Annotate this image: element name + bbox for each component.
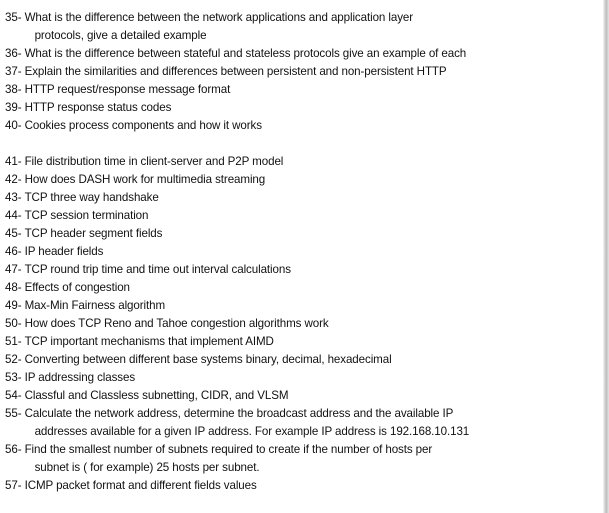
question-42: [5, 171, 595, 189]
question-45: [5, 225, 595, 243]
question-number: 44-: [5, 209, 25, 222]
question-text: TCP round trip time and time out interval calculations: [24, 263, 291, 276]
question-text: IP header fields: [24, 245, 104, 258]
question-37: [5, 63, 595, 81]
question-text: [25, 9, 595, 45]
question-number: 53-: [5, 371, 25, 384]
question-number: 51-: [5, 335, 25, 348]
question-number: 55-: [5, 407, 25, 420]
question-text: IP addressing classes: [24, 371, 136, 384]
question-text: File distribution time in client-server and P2P model: [24, 155, 284, 168]
question-text: TCP three way handshake: [24, 191, 159, 204]
question-text: HTTP response status codes: [24, 101, 172, 114]
question-text: Max-Min Fairness algorithm: [24, 299, 166, 312]
question-number: 39-: [5, 101, 25, 114]
question-number: 37-: [5, 65, 25, 78]
question-text: [25, 441, 595, 477]
question-43: [5, 189, 595, 207]
question-48: [5, 279, 595, 297]
question-number: 45-: [5, 227, 25, 240]
question-text-continuation: addresses available for a given IP address. For example IP address is 192.168.10.131: [34, 425, 470, 438]
question-number: 49-: [5, 299, 25, 312]
question-57: [5, 477, 595, 495]
question-text: Converting between different base systems binary, decimal, hexadecimal: [24, 353, 392, 366]
question-50: [5, 315, 595, 333]
question-36: [5, 45, 595, 63]
question-text-line: Calculate the network address, determine the broadcast address and the available IP: [24, 407, 454, 420]
question-55: [5, 405, 595, 441]
question-number: 46-: [5, 245, 25, 258]
question-number: 35-: [5, 11, 25, 24]
question-52: [5, 351, 595, 369]
question-number: 57-: [5, 479, 25, 492]
question-51: [5, 333, 595, 351]
question-number: 50-: [5, 317, 25, 330]
question-text: TCP important mechanisms that implement AIMD: [24, 335, 274, 348]
question-41: [5, 153, 595, 171]
question-49: [5, 297, 595, 315]
question-number: 38-: [5, 83, 25, 96]
question-list: [5, 9, 595, 495]
question-text: [25, 405, 595, 441]
question-text: TCP session termination: [24, 209, 149, 222]
question-number: 41-: [5, 155, 25, 168]
question-text: What is the difference between stateful and stateless protocols give an example of each: [24, 47, 467, 60]
question-text: Explain the similarities and differences between persistent and non-persistent HTTP: [24, 65, 447, 78]
question-54: [5, 387, 595, 405]
question-text: How does TCP Reno and Tahoe congestion algorithms work: [24, 317, 329, 330]
question-text-line: Find the smallest number of subnets required to create if the number of hosts per: [24, 443, 433, 456]
question-38: [5, 81, 595, 99]
question-44: [5, 207, 595, 225]
question-56: [5, 441, 595, 477]
question-text: TCP header segment fields: [24, 227, 163, 240]
question-39: [5, 99, 595, 117]
question-text: How does DASH work for multimedia streaming: [24, 173, 266, 186]
question-number: 42-: [5, 173, 25, 186]
question-53: [5, 369, 595, 387]
question-number: 43-: [5, 191, 25, 204]
question-text-line: What is the difference between the network applications and application layer: [24, 11, 414, 24]
page-edge-shadow: [603, 0, 609, 513]
question-47: [5, 261, 595, 279]
question-text-continuation: subnet is ( for example) 25 hosts per subnet.: [34, 461, 260, 474]
question-text-continuation: protocols, give a detailed example: [34, 29, 207, 42]
question-number: 36-: [5, 47, 25, 60]
question-number: 47-: [5, 263, 25, 276]
question-46: [5, 243, 595, 261]
question-35: [5, 9, 595, 45]
question-number: 40-: [5, 119, 25, 132]
question-number: 52-: [5, 353, 25, 366]
question-text: Classful and Classless subnetting, CIDR, and VLSM: [24, 389, 289, 402]
question-40: [5, 117, 595, 135]
question-text: Cookies process components and how it works: [24, 119, 262, 132]
question-number: 48-: [5, 281, 25, 294]
question-text: ICMP packet format and different fields values: [24, 479, 257, 492]
question-text: Effects of congestion: [24, 281, 130, 294]
question-text: HTTP request/response message format: [24, 83, 231, 96]
question-number: 56-: [5, 443, 25, 456]
question-number: 54-: [5, 389, 25, 402]
